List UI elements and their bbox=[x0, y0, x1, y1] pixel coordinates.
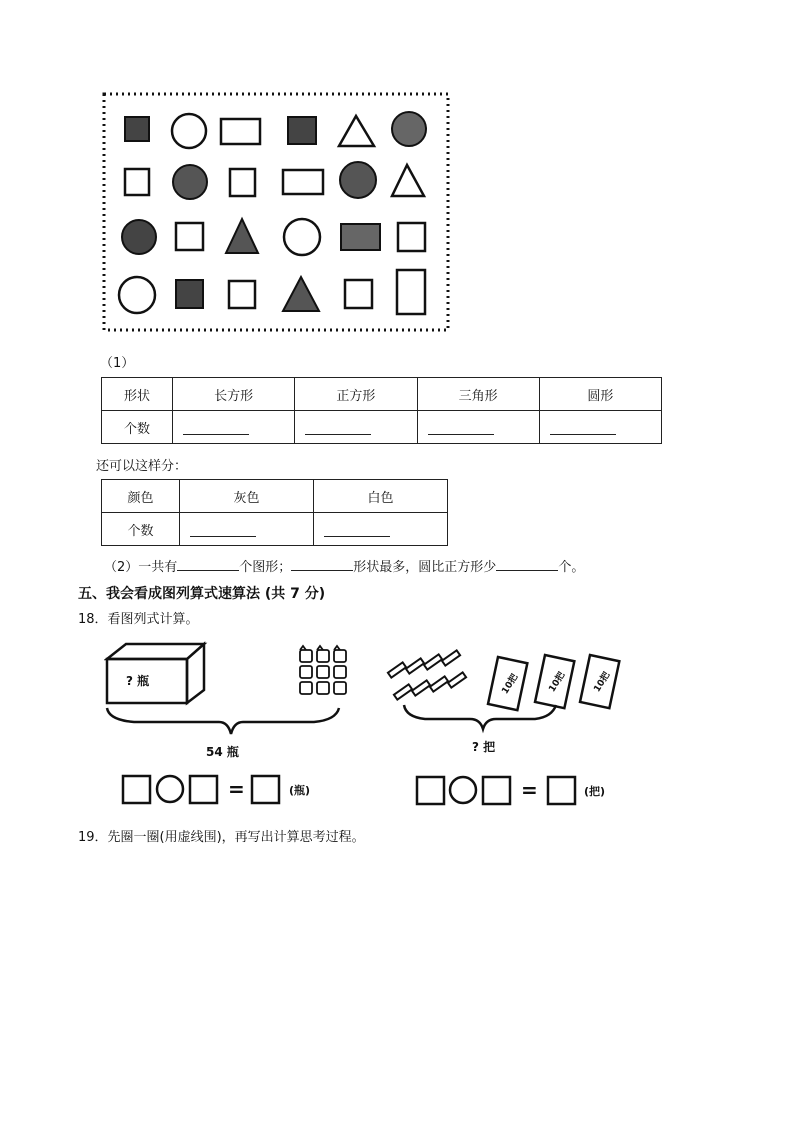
unit-right: (把) bbox=[584, 785, 606, 798]
answer-blank[interactable] bbox=[183, 420, 249, 435]
svg-text:10把: 10把 bbox=[592, 670, 613, 695]
row-label: 个数 bbox=[102, 513, 180, 546]
gray-rectangle bbox=[341, 224, 380, 250]
pack bbox=[488, 657, 527, 710]
total-right: ? 把 bbox=[472, 740, 496, 754]
color-count-table bbox=[101, 479, 448, 546]
question-19: 19．先圈一圈(用虚线围)，再写出计算思考过程。 bbox=[78, 830, 365, 845]
gray-triangle bbox=[283, 277, 319, 311]
equation-box bbox=[483, 777, 510, 804]
gray-circle bbox=[122, 220, 156, 254]
header-cell: 颜色 bbox=[102, 480, 180, 513]
part1-label: （1） bbox=[100, 356, 135, 371]
equation-box bbox=[190, 776, 217, 803]
gray-circle bbox=[173, 165, 207, 199]
equals-sign: = bbox=[228, 777, 245, 801]
white-square bbox=[229, 281, 255, 308]
white-rectangle bbox=[221, 119, 260, 144]
white-circle bbox=[284, 219, 320, 255]
white-circle bbox=[172, 114, 206, 148]
white-square bbox=[125, 169, 149, 195]
gray-circle bbox=[340, 162, 376, 198]
equation-box bbox=[252, 776, 279, 803]
row-label: 个数 bbox=[102, 411, 173, 444]
equation-box bbox=[123, 776, 150, 803]
pack bbox=[580, 655, 619, 708]
pack bbox=[535, 655, 574, 708]
gray-square bbox=[125, 117, 149, 141]
equation-box bbox=[417, 777, 444, 804]
answer-blank[interactable] bbox=[550, 420, 616, 435]
unit-left: (瓶) bbox=[289, 784, 311, 797]
bottle-group bbox=[300, 646, 346, 694]
header-cell: 长方形 bbox=[173, 378, 295, 411]
header-cell: 灰色 bbox=[180, 480, 314, 513]
total-left: 54 瓶 bbox=[206, 745, 239, 759]
answer-blank[interactable] bbox=[291, 557, 353, 571]
header-cell: 三角形 bbox=[417, 378, 539, 411]
equation-box bbox=[548, 777, 575, 804]
white-triangle bbox=[392, 165, 424, 196]
loose-items bbox=[388, 650, 466, 699]
white-square bbox=[230, 169, 255, 196]
answer-blank[interactable] bbox=[305, 420, 371, 435]
equals-sign: = bbox=[521, 778, 538, 802]
question-18: 18．看图列式计算。 bbox=[78, 612, 199, 627]
header-cell: 正方形 bbox=[295, 378, 417, 411]
operator-circle bbox=[450, 777, 476, 803]
gray-square bbox=[176, 280, 203, 308]
white-rectangle bbox=[283, 170, 323, 194]
header-cell: 白色 bbox=[314, 480, 448, 513]
gray-triangle bbox=[226, 219, 258, 253]
shapes-figure bbox=[100, 90, 454, 336]
gray-square bbox=[288, 117, 316, 144]
operator-circle bbox=[157, 776, 183, 802]
part2-text: 形状最多，圆比正方形少 bbox=[353, 560, 497, 575]
svg-text:10把: 10把 bbox=[500, 672, 521, 697]
white-square bbox=[345, 280, 372, 308]
answer-blank[interactable] bbox=[177, 557, 239, 571]
shape-count-table bbox=[101, 377, 662, 444]
answer-blank[interactable] bbox=[324, 522, 390, 537]
part2-prefix: （2）一共有 bbox=[104, 560, 178, 575]
part2-text: 个图形； bbox=[239, 560, 292, 575]
gray-circle bbox=[392, 112, 426, 146]
answer-blank[interactable] bbox=[496, 557, 558, 571]
header-cell: 圆形 bbox=[539, 378, 661, 411]
also-text: 还可以这样分： bbox=[96, 459, 188, 474]
white-square bbox=[398, 223, 425, 251]
white-circle bbox=[119, 277, 155, 313]
part2-line bbox=[104, 556, 584, 575]
white-rectangle bbox=[397, 270, 425, 314]
bottles-figure bbox=[104, 640, 364, 810]
section-title: 五、我会看成图列算式速算法 (共 7 分) bbox=[78, 586, 326, 602]
box-label: ? 瓶 bbox=[126, 674, 150, 688]
packs-figure bbox=[380, 645, 640, 810]
svg-text:10把: 10把 bbox=[547, 670, 568, 695]
header-cell: 形状 bbox=[102, 378, 173, 411]
white-triangle bbox=[339, 116, 374, 146]
answer-blank[interactable] bbox=[428, 420, 494, 435]
white-square bbox=[176, 223, 203, 250]
part2-text: 个。 bbox=[558, 560, 585, 575]
answer-blank[interactable] bbox=[190, 522, 256, 537]
